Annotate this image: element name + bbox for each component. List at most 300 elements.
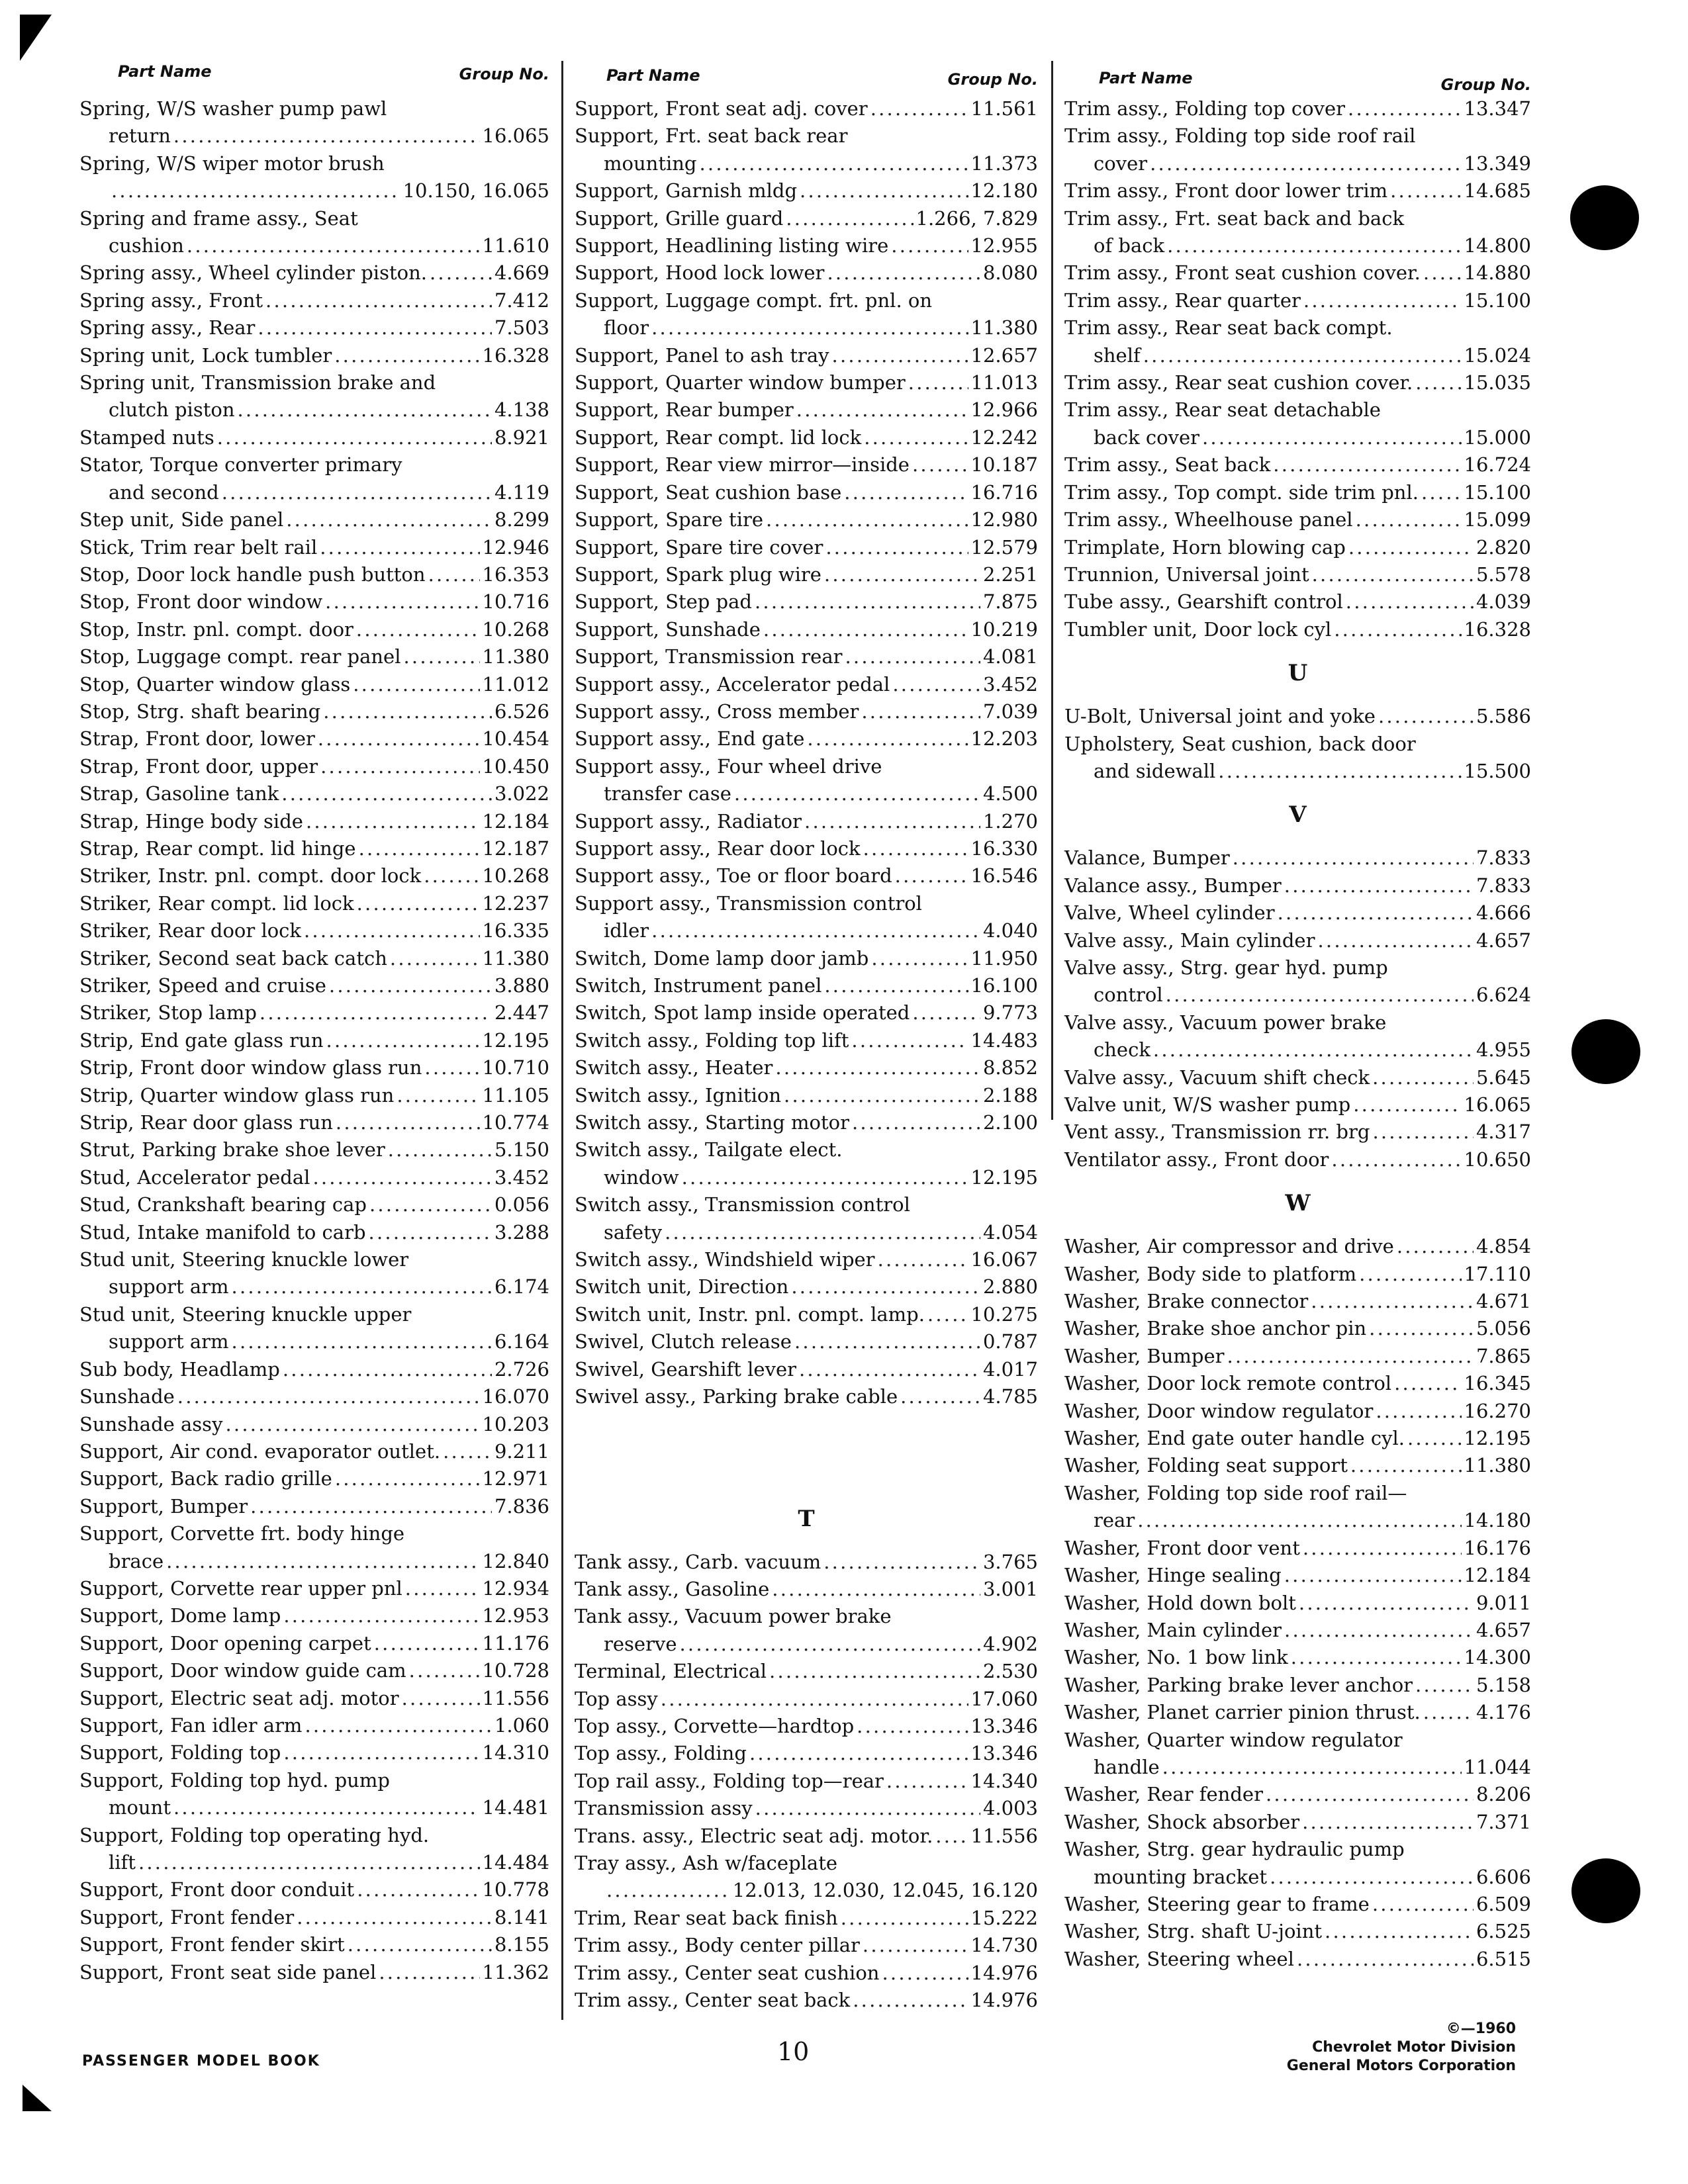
entry-part-name: Valve assy., Main cylinder [1064, 929, 1315, 952]
leader-dots [661, 1686, 968, 1713]
entry-part-name: Trim assy., Rear seat cushion cover. [1064, 371, 1413, 394]
entry-group-number: 11.380 [970, 316, 1038, 340]
leader-dots [763, 616, 968, 643]
index-entry [79, 369, 549, 424]
entry-part-name: mounting bracket [1094, 1865, 1268, 1888]
leader-dots [1302, 1809, 1474, 1836]
entry-part-name: Support, Folding top operating hyd. [79, 1823, 430, 1846]
entry-list [1064, 844, 1531, 1173]
index-entry [1064, 1398, 1531, 1425]
index-entry [79, 259, 549, 287]
entry-group-number: 10.187 [970, 453, 1038, 477]
leader-dots [844, 479, 968, 506]
leader-dots [863, 1932, 968, 1959]
entry-part-name: Trim assy., Body center pillar [575, 1934, 860, 1957]
entry-part-name: clutch piston [109, 398, 235, 422]
index-entry [575, 479, 1038, 506]
entry-group-number: 6.164 [494, 1330, 549, 1353]
index-entry [79, 643, 549, 670]
index-entry [575, 1987, 1038, 2014]
entry-group-number: 4.669 [494, 261, 549, 285]
entry-group-number: 1.266, 7.829 [915, 206, 1038, 230]
leader-dots [1334, 616, 1461, 643]
entry-group-number: 11.176 [482, 1631, 549, 1655]
entry-list [79, 95, 549, 1986]
leader-dots [1372, 1891, 1474, 1918]
entry-group-number: 10.219 [970, 617, 1038, 641]
leader-dots [443, 1438, 492, 1465]
entry-group-number: 7.833 [1476, 874, 1531, 897]
index-entry [1064, 479, 1531, 506]
entry-part-name: Tank assy., Vacuum power brake [575, 1605, 892, 1628]
entry-group-number: 14.685 [1464, 179, 1531, 203]
index-entry [79, 506, 549, 533]
entry-part-name: Switch, Dome lamp door jamb [575, 946, 869, 970]
entry-part-name: Support, Door window guide cam [79, 1659, 406, 1682]
entry-part-name: Switch assy., Windshield wiper [575, 1248, 875, 1271]
entry-group-number: 12.013, 12.030, 12.045, 16.120 [732, 1879, 1038, 1902]
registration-mark-bottom [23, 2085, 52, 2111]
entry-part-name: Support assy., End gate [575, 727, 805, 751]
entry-group-number: 11.380 [482, 946, 549, 970]
index-entry [1064, 314, 1531, 369]
entry-part-name: mounting [604, 152, 697, 175]
leader-dots [1303, 1535, 1462, 1562]
entry-list [575, 95, 1038, 1411]
registration-mark-top [20, 15, 52, 61]
index-entry [575, 424, 1038, 451]
entry-group-number: 4.176 [1476, 1701, 1531, 1724]
entry-part-name: Switch, Spot lamp inside operated [575, 1001, 910, 1024]
leader-dots [409, 1657, 480, 1684]
entry-group-number: 7.875 [982, 590, 1038, 614]
entry-part-name: and sidewall [1094, 759, 1216, 782]
index-entry [79, 753, 549, 780]
entry-part-name: control [1094, 983, 1163, 1007]
entry-part-name: Spring assy., Front [79, 289, 263, 312]
entry-part-name: Support, Bumper [79, 1494, 248, 1518]
entry-part-name: Washer, Quarter window regulator [1064, 1728, 1403, 1751]
leader-dots [286, 506, 492, 533]
index-entry [1064, 1946, 1531, 1973]
entry-group-number: 7.833 [1476, 846, 1531, 870]
entry-group-number: 15.100 [1464, 289, 1531, 312]
entry-part-name: Support, Transmission rear [575, 645, 843, 668]
entry-group-number: 5.056 [1476, 1317, 1531, 1340]
leader-dots [1291, 1644, 1462, 1671]
index-entry [575, 1027, 1038, 1054]
entry-group-number: 6.525 [1476, 1920, 1531, 1943]
entry-part-name: Support, Panel to ash tray [575, 343, 829, 367]
leader-dots [369, 1219, 492, 1246]
entry-group-number: 12.953 [482, 1604, 549, 1627]
index-entry [575, 561, 1038, 588]
leader-dots [1356, 506, 1462, 533]
leader-dots [1266, 1781, 1474, 1808]
entry-part-name: floor [604, 316, 649, 340]
leader-dots [824, 972, 968, 999]
index-entry [79, 808, 549, 835]
index-entry [575, 1905, 1038, 1932]
entry-group-number: 14.484 [482, 1851, 549, 1874]
entry-part-name: Spring, W/S washer pump pawl [79, 97, 387, 120]
index-entry [1064, 616, 1531, 643]
entry-group-number: 4.666 [1476, 901, 1531, 925]
index-entry [575, 1356, 1038, 1383]
leader-dots [852, 1109, 980, 1136]
leader-dots [138, 1849, 480, 1876]
leader-dots [1348, 534, 1474, 561]
index-entry [575, 808, 1038, 835]
index-entry [79, 862, 549, 889]
leader-dots [353, 671, 479, 698]
index-entry [575, 1850, 1038, 1905]
leader-dots [390, 945, 480, 972]
entry-part-name: Strap, Rear compt. lid hinge [79, 837, 356, 860]
leader-dots [318, 725, 480, 752]
entry-group-number: 5.586 [1476, 705, 1531, 728]
index-entry [1064, 1233, 1531, 1260]
entry-part-name: Switch assy., Starting motor [575, 1111, 849, 1134]
leader-dots [1423, 1699, 1474, 1726]
leader-dots [1372, 1118, 1474, 1146]
section-letter-t: T [798, 1505, 815, 1532]
entry-part-name: Trim assy., Seat back [1064, 453, 1271, 477]
entry-part-name: Valve unit, W/S washer pump [1064, 1093, 1351, 1116]
index-entry [575, 999, 1038, 1026]
index-entry [79, 1219, 549, 1246]
index-entry [79, 314, 549, 341]
entry-part-name: Stud, Intake manifold to carb [79, 1220, 366, 1244]
index-entry [79, 534, 549, 561]
leader-dots [283, 1356, 492, 1383]
entry-part-name: Terminal, Electrical [575, 1660, 767, 1683]
entry-group-number: 2.820 [1476, 535, 1531, 559]
leader-dots [238, 396, 492, 424]
entry-part-name: Washer, Door window regulator [1064, 1399, 1374, 1422]
entry-group-number: 12.579 [970, 535, 1038, 559]
entry-group-number: 12.971 [482, 1467, 549, 1490]
column-header [575, 53, 1038, 91]
index-entry [1064, 1091, 1531, 1118]
entry-group-number: 4.081 [982, 645, 1038, 668]
entry-group-number: 5.158 [1476, 1673, 1531, 1696]
entry-list [575, 1549, 1038, 2015]
leader-dots [825, 534, 968, 561]
index-entry [79, 1959, 549, 1986]
entry-part-name: Striker, Rear door lock [79, 919, 301, 942]
entry-part-name: Stud, Crankshaft bearing cap [79, 1193, 367, 1216]
index-entry [1064, 703, 1531, 730]
entry-part-name: handle [1094, 1755, 1160, 1778]
entry-group-number: 17.060 [970, 1687, 1038, 1710]
entry-group-number: 2.530 [982, 1660, 1038, 1683]
entry-part-name: Spring, W/S wiper motor brush [79, 152, 385, 175]
entry-part-name: Stamped nuts [79, 426, 214, 449]
entry-group-number: 12.955 [970, 234, 1038, 257]
entry-part-name: rear [1094, 1509, 1135, 1532]
leader-dots [250, 1493, 492, 1520]
entry-group-number: 4.657 [1476, 1618, 1531, 1641]
leader-dots [111, 177, 400, 205]
index-entry [79, 342, 549, 369]
entry-part-name: Switch unit, Direction [575, 1275, 789, 1298]
index-entry [575, 588, 1038, 615]
leader-dots [424, 862, 479, 889]
entry-part-name: Support, Electric seat adj. motor [79, 1686, 399, 1709]
entry-group-number: 16.100 [970, 974, 1038, 997]
leader-dots [397, 1082, 479, 1109]
entry-group-number: 16.176 [1464, 1536, 1531, 1559]
header-part-name: Part Name [1099, 69, 1193, 87]
entry-part-name: Washer, Steering wheel [1064, 1947, 1294, 1970]
leader-dots [187, 232, 480, 259]
index-entry [79, 1767, 549, 1822]
index-entry [1064, 1918, 1531, 1945]
footer-copyright-block [1287, 2020, 1516, 2075]
index-entry [79, 588, 549, 615]
leader-dots [348, 1931, 492, 1958]
entry-group-number: 0.787 [982, 1330, 1038, 1353]
entry-part-name: Washer, Main cylinder [1064, 1618, 1282, 1641]
index-entry [1064, 506, 1531, 533]
entry-group-number: 12.187 [482, 837, 549, 860]
entry-part-name: Support, Front seat side panel [79, 1960, 377, 1983]
header-part-name: Part Name [606, 66, 700, 85]
index-entry [79, 1027, 549, 1054]
header-group-no: Group No. [947, 70, 1038, 89]
entry-part-name: Stator, Torque converter primary [79, 453, 402, 477]
leader-dots [424, 1054, 479, 1081]
index-entry [79, 890, 549, 917]
index-entry [79, 671, 549, 698]
entry-group-number: 12.934 [482, 1576, 549, 1600]
leader-dots [853, 1987, 968, 2014]
entry-part-name: Striker, Speed and cruise [79, 974, 326, 997]
index-entry [1064, 899, 1531, 927]
entry-group-number: 10.150, 16.065 [402, 179, 549, 203]
entry-part-name: Support assy., Toe or floor board [575, 864, 892, 887]
index-entry [1064, 1146, 1531, 1173]
index-entry [79, 1164, 549, 1191]
index-entry [1064, 1644, 1531, 1671]
index-entry [1064, 1699, 1531, 1726]
entry-part-name: Washer, Folding seat support [1064, 1454, 1348, 1477]
entry-part-name: Support, Back radio grille [79, 1467, 332, 1490]
leader-dots [1348, 95, 1462, 122]
index-entry [79, 1657, 549, 1684]
entry-group-number: 1.060 [494, 1713, 549, 1737]
column-header [1064, 53, 1531, 94]
entry-part-name: Swivel, Gearshift lever [575, 1357, 796, 1381]
entry-group-number: 14.310 [482, 1741, 549, 1764]
entry-list [1064, 703, 1531, 785]
entry-part-name: Stop, Quarter window glass [79, 672, 351, 696]
index-entry [1064, 205, 1531, 260]
entry-part-name: back cover [1094, 426, 1199, 449]
entry-group-number: 8.299 [494, 508, 549, 531]
leader-dots [357, 1876, 479, 1903]
entry-group-number: 7.865 [1476, 1344, 1531, 1367]
entry-part-name: check [1094, 1038, 1150, 1062]
leader-dots [679, 1631, 980, 1658]
entry-part-name: Trim assy., Front door lower trim [1064, 179, 1388, 203]
index-entry [575, 369, 1038, 396]
entry-group-number: 15.100 [1464, 480, 1531, 504]
index-entry [575, 616, 1038, 643]
entry-group-number: 9.011 [1476, 1591, 1531, 1614]
index-entry [575, 506, 1038, 533]
entry-group-number: 11.044 [1464, 1755, 1531, 1778]
leader-dots [1394, 1370, 1461, 1397]
index-entry [79, 972, 549, 999]
entry-group-number: 4.119 [494, 480, 549, 504]
entry-part-name: support arm [109, 1330, 229, 1353]
entry-group-number: 16.716 [970, 480, 1038, 504]
entry-part-name: Switch assy., Transmission control [575, 1193, 910, 1216]
leader-dots [734, 780, 980, 807]
entry-group-number: 3.288 [494, 1220, 549, 1244]
entry-part-name: Support, Step pad [575, 590, 752, 614]
entry-group-number: 7.503 [494, 316, 549, 340]
entry-group-number: 16.330 [970, 837, 1038, 860]
entry-part-name: Striker, Stop lamp [79, 1001, 257, 1024]
entry-part-name: Sunshade assy [79, 1412, 223, 1435]
leader-dots [1233, 844, 1474, 872]
leader-dots [651, 314, 968, 341]
entry-group-number: 11.362 [482, 1960, 549, 1983]
index-entry [575, 1082, 1038, 1109]
index-entry [1064, 451, 1531, 478]
leader-dots [796, 396, 968, 424]
entry-group-number: 6.509 [1476, 1892, 1531, 1915]
entry-part-name: Valve assy., Vacuum shift check [1064, 1066, 1370, 1089]
entry-part-name: Trim assy., Rear quarter [1064, 289, 1301, 312]
index-entry [1064, 1343, 1531, 1370]
entry-group-number: 0.056 [494, 1193, 549, 1216]
leader-dots [1299, 1590, 1474, 1617]
index-entry [79, 1246, 549, 1301]
entry-part-name: Tray assy., Ash w/faceplate [575, 1851, 838, 1874]
index-entry [1064, 1315, 1531, 1342]
leader-dots [369, 1191, 492, 1218]
leader-dots [388, 1136, 492, 1163]
entry-group-number: 6.624 [1476, 983, 1531, 1007]
leader-dots [755, 1795, 980, 1822]
index-entry [575, 862, 1038, 889]
entry-part-name: Support assy., Four wheel drive [575, 754, 882, 778]
leader-dots [232, 1273, 492, 1300]
index-entry [79, 835, 549, 862]
entry-group-number: 12.195 [970, 1165, 1038, 1189]
entry-part-name: brace [109, 1549, 164, 1572]
leader-dots [864, 424, 968, 451]
entry-group-number: 7.836 [494, 1494, 549, 1518]
leader-dots [357, 890, 480, 917]
index-entry [79, 1054, 549, 1081]
entry-part-name: Strip, Quarter window glass run [79, 1083, 395, 1107]
index-entry [79, 1465, 549, 1492]
entry-group-number: 8.852 [982, 1056, 1038, 1079]
leader-dots [766, 506, 968, 533]
entry-part-name: Washer, Rear fender [1064, 1783, 1263, 1806]
leader-dots [1284, 872, 1474, 899]
entry-part-name: Support, Rear compt. lid lock [575, 426, 862, 449]
leader-dots [1284, 1562, 1462, 1589]
index-entry [79, 1602, 549, 1629]
leader-dots [1378, 703, 1474, 730]
index-entry [79, 698, 549, 725]
entry-group-number: 16.335 [482, 919, 549, 942]
leader-dots [232, 1328, 492, 1355]
leader-dots [1270, 1864, 1474, 1891]
entry-part-name: Washer, Brake connector [1064, 1290, 1309, 1313]
leader-dots [861, 698, 980, 725]
entry-part-name: cushion [109, 234, 184, 257]
index-entry [79, 451, 549, 506]
entry-group-number: 11.556 [482, 1686, 549, 1709]
entry-part-name: Support assy., Cross member [575, 700, 859, 723]
entry-group-number: 10.710 [482, 1056, 549, 1079]
leader-dots [258, 314, 492, 341]
entry-group-number: 14.180 [1464, 1509, 1531, 1532]
entry-group-number: 6.606 [1476, 1865, 1531, 1888]
index-entry [79, 1712, 549, 1739]
entry-group-number: 12.966 [970, 398, 1038, 422]
entry-group-number: 8.080 [982, 261, 1038, 285]
entry-group-number: 11.380 [482, 645, 549, 668]
entry-group-number: 11.610 [482, 234, 549, 257]
entry-part-name: Support, Quarter window bumper [575, 371, 906, 394]
index-entry [575, 95, 1038, 122]
entry-part-name: Stop, Strg. shaft bearing [79, 700, 321, 723]
entry-part-name: Swivel, Clutch release [575, 1330, 792, 1353]
index-entry [79, 1411, 549, 1438]
entry-group-number: 14.481 [482, 1796, 549, 1819]
entry-group-number: 11.013 [970, 371, 1038, 394]
leader-dots [1397, 1233, 1474, 1260]
entry-part-name: Washer, Hold down bolt [1064, 1591, 1296, 1614]
entry-part-name: Support, Air cond. evaporator outlet. [79, 1439, 441, 1463]
index-entry [1064, 844, 1531, 872]
entry-part-name: cover [1094, 152, 1148, 175]
entry-part-name: Strut, Parking brake shoe lever [79, 1138, 385, 1161]
entry-part-name: Swivel assy., Parking brake cable [575, 1385, 898, 1408]
index-entry [79, 1739, 549, 1766]
entry-part-name: Trim assy., Top compt. side trim pnl. [1064, 480, 1419, 504]
entry-part-name: Striker, Rear compt. lid lock [79, 891, 354, 915]
entry-part-name: Switch, Instrument panel [575, 974, 822, 997]
entry-group-number: 12.946 [482, 535, 549, 559]
entry-group-number: 12.184 [1464, 1564, 1531, 1587]
index-entry [575, 396, 1038, 424]
entry-part-name: Support, Spare tire [575, 508, 764, 531]
entry-part-name: Stop, Door lock handle push button [79, 563, 426, 586]
entry-group-number: 10.268 [482, 617, 549, 641]
entry-part-name: Support, Corvette frt. body hinge [79, 1522, 405, 1545]
leader-dots [784, 1082, 980, 1109]
entry-group-number: 10.716 [482, 590, 549, 614]
entry-part-name: Washer, Strg. gear hydraulic pump [1064, 1838, 1405, 1861]
entry-part-name: Valve assy., Vacuum power brake [1064, 1011, 1387, 1034]
index-entry [79, 945, 549, 972]
entry-group-number: 4.317 [1476, 1120, 1531, 1144]
entry-group-number: 16.270 [1464, 1399, 1531, 1422]
index-entry [575, 1549, 1038, 1576]
entry-group-number: 10.454 [482, 727, 549, 751]
entry-group-number: 12.657 [970, 343, 1038, 367]
index-entry [1064, 927, 1531, 954]
